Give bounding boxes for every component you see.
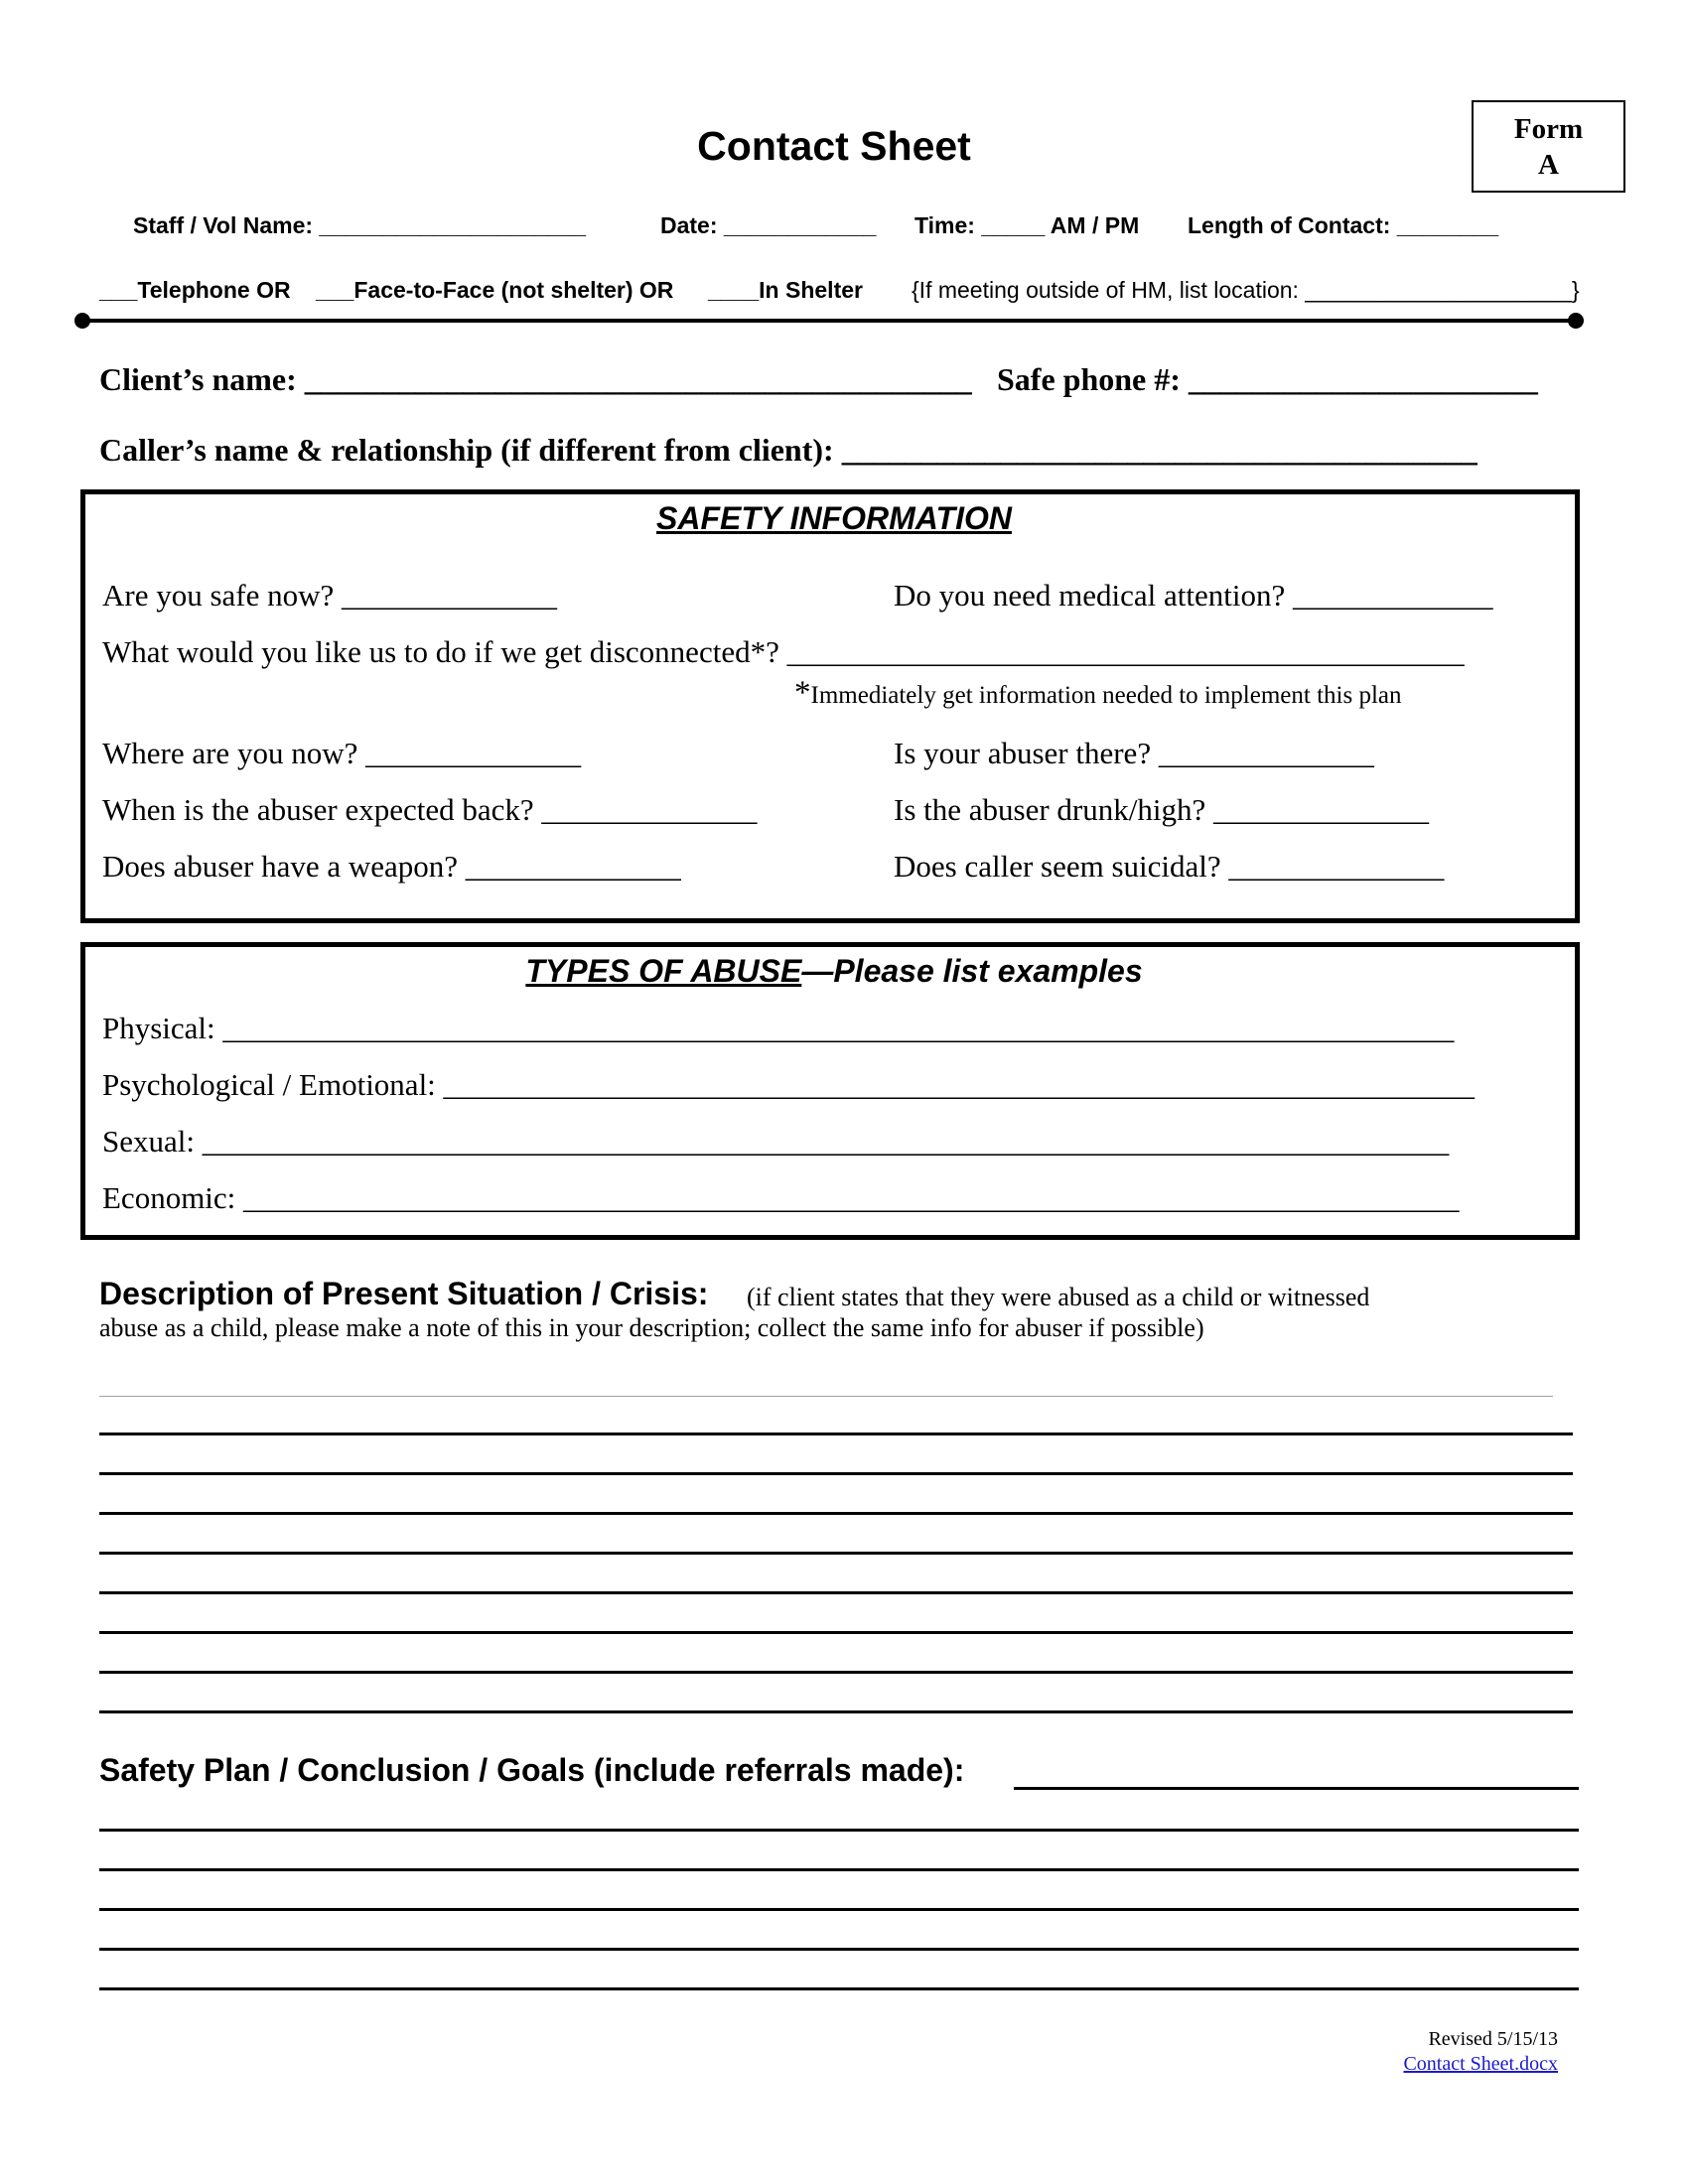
description-note-line1: (if client states that they were abused as a child or witnessed (747, 1283, 1370, 1311)
disconnected-plan-note (794, 675, 1401, 712)
caller-name-field[interactable]: Caller’s name & relationship (if different from client): ________________________________________ (99, 432, 1477, 468)
form-letter: A (1538, 149, 1559, 181)
face-to-face-option[interactable]: ___Face-to-Face (not shelter) OR (316, 277, 674, 303)
page-title: Contact Sheet (697, 123, 971, 169)
safe-now-question[interactable]: Are you safe now? ______________ (102, 578, 558, 613)
location-now-question[interactable]: Where are you now? ______________ (102, 736, 582, 770)
date-field[interactable]: Date: ____________ (660, 212, 877, 238)
length-of-contact-field[interactable]: Length of Contact: ________ (1188, 212, 1499, 238)
description-line[interactable] (99, 1396, 1553, 1397)
description-note-line2: abuse as a child, please make a note of this in your description; collect the same info for abuser if possible) (99, 1313, 1204, 1342)
abuse-title-underlined: TYPES OF ABUSE (525, 953, 802, 989)
abuser-present-question[interactable]: Is your abuser there? ______________ (894, 736, 1374, 770)
divider-right-dot (1568, 313, 1584, 329)
safety-section-title: SAFETY INFORMATION (656, 500, 1012, 536)
description-line[interactable] (99, 1512, 1573, 1515)
divider-left-dot (74, 313, 90, 329)
safety-plan-heading: Safety Plan / Conclusion / Goals (include referrals made): (99, 1752, 965, 1788)
abuser-impaired-question[interactable]: Is the abuser drunk/high? ______________ (894, 792, 1429, 827)
description-line[interactable] (99, 1433, 1573, 1435)
safety-plan-line[interactable] (99, 1948, 1579, 1951)
description-line[interactable] (99, 1552, 1573, 1555)
safety-plan-line[interactable] (99, 1908, 1579, 1911)
safety-plan-line[interactable] (99, 1987, 1579, 1990)
revision-date: Revised 5/15/13 (1428, 2028, 1558, 2050)
description-line[interactable] (99, 1591, 1573, 1594)
safety-plan-line[interactable] (1014, 1787, 1579, 1790)
physical-abuse-field[interactable]: Physical: ________________________________________________________________________________ (102, 1011, 1455, 1045)
document-link[interactable]: Contact Sheet.docx (1403, 2053, 1558, 2075)
client-name-field[interactable]: Client’s name: __________________________________________ (99, 361, 972, 397)
footnote-asterisk: * (794, 675, 811, 711)
safety-plan-line[interactable] (99, 1868, 1579, 1871)
abuser-return-question[interactable]: When is the abuser expected back? ______________ (102, 792, 758, 827)
description-line[interactable] (99, 1472, 1573, 1475)
telephone-option[interactable]: ___Telephone OR (99, 277, 291, 303)
sexual-abuse-field[interactable]: Sexual: _________________________________________________________________________________ (102, 1124, 1450, 1159)
form-label: Form (1513, 113, 1584, 145)
disconnected-plan-question[interactable]: What would you like us to do if we get disconnected*? ____________________________________________ (102, 634, 1465, 669)
header-divider (82, 319, 1580, 323)
economic-abuse-field[interactable]: Economic: _______________________________________________________________________________ (102, 1180, 1460, 1215)
safe-phone-field[interactable]: Safe phone #: ______________________ (997, 361, 1538, 397)
location-field[interactable]: {If meeting outside of HM, list location: _____________________} (912, 277, 1580, 303)
abuse-title-rest: —Please list examples (801, 953, 1143, 989)
form-identifier-box (1472, 100, 1625, 193)
weapon-question[interactable]: Does abuser have a weapon? ______________ (102, 849, 681, 884)
staff-name-field[interactable]: Staff / Vol Name: _____________________ (133, 212, 587, 238)
description-heading: Description of Present Situation / Crisis: (99, 1276, 709, 1311)
time-field[interactable]: Time: _____ AM / PM (914, 212, 1140, 238)
description-line[interactable] (99, 1671, 1573, 1674)
in-shelter-option[interactable]: ____In Shelter (708, 277, 863, 303)
description-line[interactable] (99, 1710, 1573, 1713)
safety-plan-line[interactable] (99, 1829, 1579, 1832)
psychological-abuse-field[interactable]: Psychological / Emotional: ___________________________________________________________________ (102, 1067, 1476, 1102)
description-line[interactable] (99, 1631, 1573, 1634)
suicidal-question[interactable]: Does caller seem suicidal? ______________ (894, 849, 1445, 884)
medical-attention-question[interactable]: Do you need medical attention? _____________ (894, 578, 1493, 613)
abuse-section-title (0, 953, 1668, 990)
footnote-text: Immediately get information needed to implement this plan (810, 682, 1402, 709)
